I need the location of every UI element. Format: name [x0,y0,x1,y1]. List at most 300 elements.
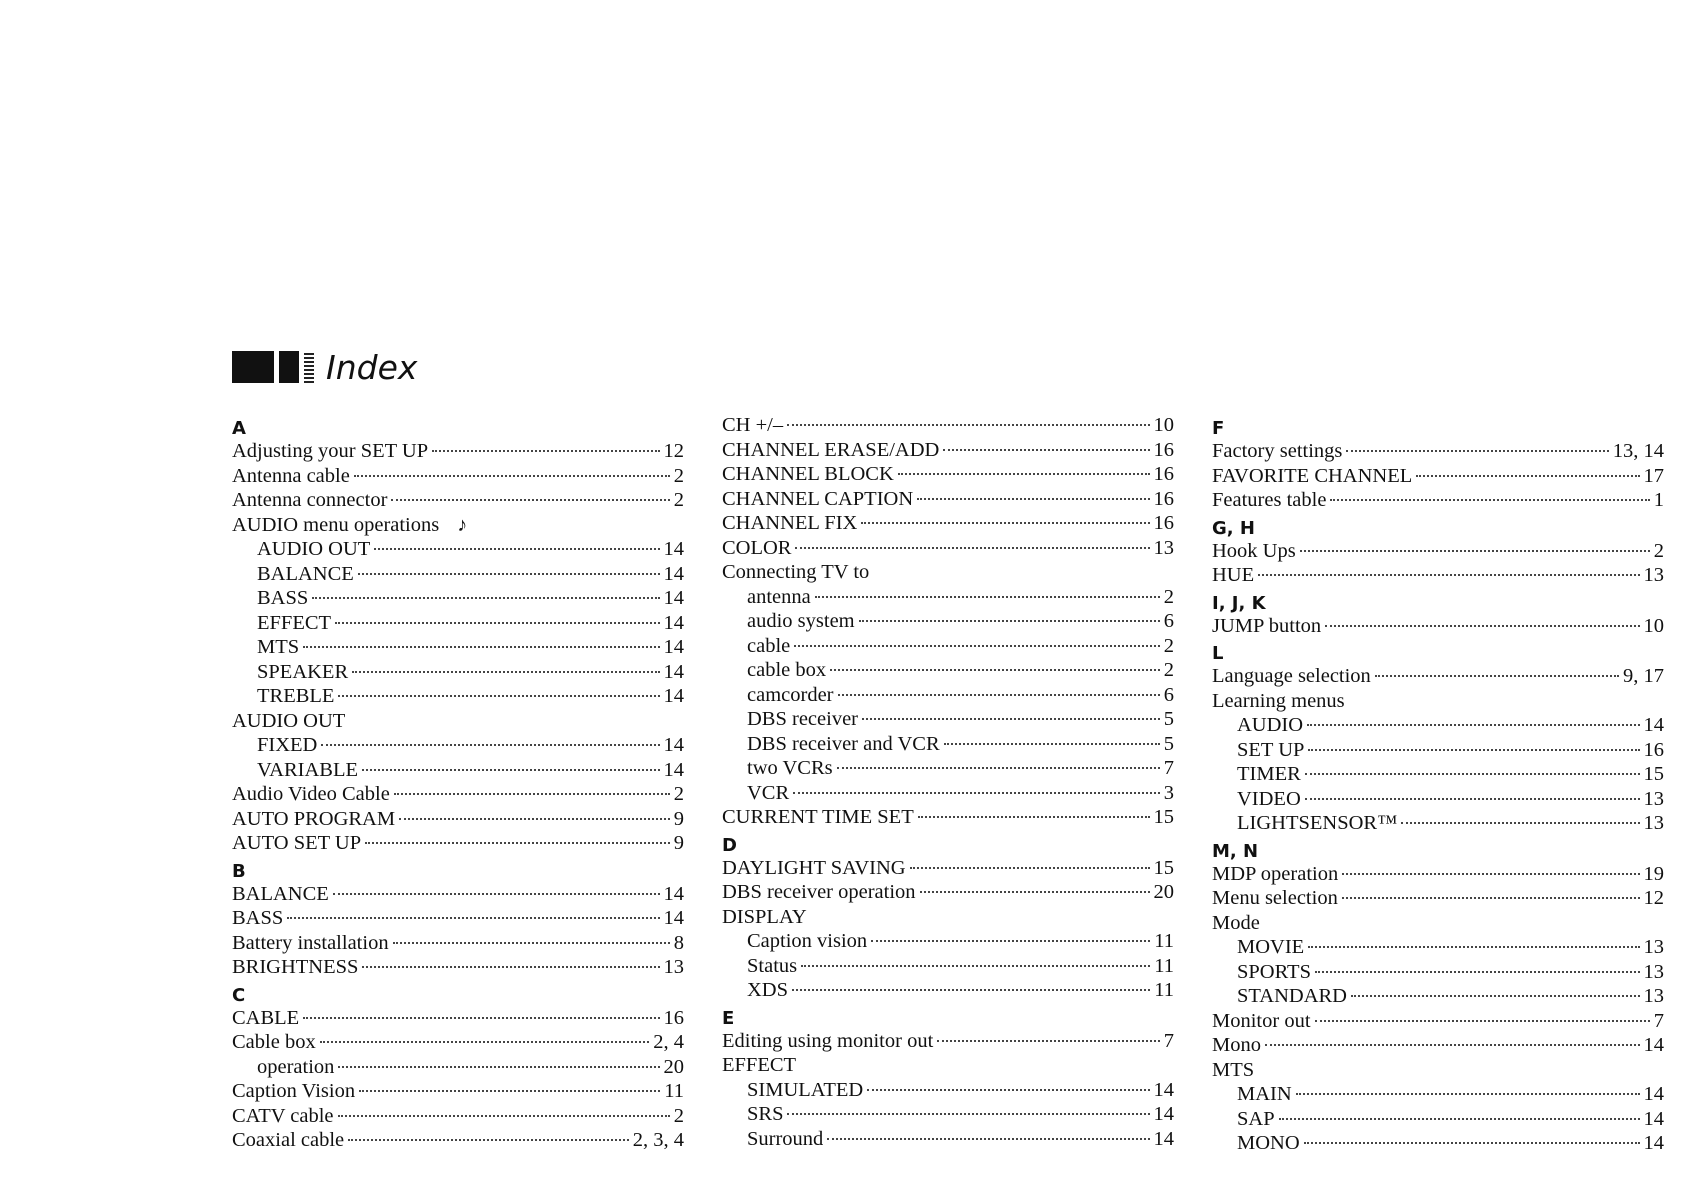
leader-dots [1308,946,1639,948]
index-term: DBS receiver [747,708,858,730]
index-column-3 [1212,414,1664,1157]
page-number: 13 [1643,960,1664,983]
page-number: 14 [663,538,684,560]
section-letter: C [232,984,246,1006]
index-term: AUDIO menu operations [232,513,440,536]
index-term: BALANCE [232,882,329,905]
index-term: BRIGHTNESS [232,956,359,978]
page-number: 14 [1643,1083,1664,1105]
section-letter: D [722,834,737,856]
index-entry [1212,1083,1664,1108]
page-number: 9 [673,807,684,830]
page-number: 13, 14 [1612,440,1664,462]
index-entry [232,465,684,490]
index-term: FAVORITE CHANNEL [1212,464,1413,487]
leader-dots [1308,749,1639,751]
index-entry [1212,763,1664,788]
index-term: MAIN [1237,1083,1292,1105]
section-letter: L [1212,643,1224,664]
index-term: Mono [1212,1034,1261,1056]
leader-dots [1401,822,1639,824]
page-number: 15 [1153,806,1174,828]
leader-dots [1325,625,1639,627]
page-number: 17 [1643,464,1664,487]
index-term: TIMER [1237,763,1301,785]
index-term: camcorder [747,683,834,706]
leader-dots [830,669,1160,671]
leader-dots [838,694,1160,696]
leader-dots [338,695,659,697]
index-entry [232,587,684,612]
index-entry [1212,714,1664,739]
leader-dots [898,473,1150,475]
index-entry [1212,615,1664,640]
leader-dots [787,424,1149,426]
index-term: CATV cable [232,1104,334,1127]
index-entry [722,906,1174,931]
index-entry [722,1128,1174,1153]
index-term: SPEAKER [257,660,349,683]
leader-dots [1351,995,1640,997]
leader-dots [862,718,1160,720]
leader-dots [920,891,1150,893]
index-entry [232,1031,684,1056]
page-number: 16 [1153,487,1174,510]
index-entry [232,734,684,759]
index-term: Status [747,954,798,977]
leader-dots [391,499,669,501]
leader-dots [287,917,659,919]
page-number: 14 [1153,1127,1174,1150]
index-entry [722,979,1174,1004]
index-term: CH +/– [722,414,784,436]
page-number: 14 [663,907,684,929]
index-entry [1212,788,1664,813]
index-term: Factory settings [1212,440,1343,462]
index-entry [1212,985,1664,1010]
page-number: 6 [1163,683,1174,706]
index-term: COLOR [722,536,792,559]
index-term: AUDIO OUT [232,709,346,732]
index-term: Caption vision [747,930,868,952]
index-term: VARIABLE [257,758,358,781]
index-entry [1212,489,1664,514]
index-entry [1212,540,1664,565]
leader-dots [338,1066,659,1068]
page-number: 19 [1643,862,1664,885]
page-number: 14 [1643,1034,1664,1056]
index-term: cable [747,634,791,657]
index-entry [722,659,1174,684]
page-number: 14 [663,562,684,585]
index-entry [1212,961,1664,986]
index-entry [232,1007,684,1032]
leader-dots [861,522,1149,524]
index-entry [722,488,1174,513]
leader-dots [794,645,1160,647]
index-entry [232,1080,684,1105]
page-number: 10 [1153,414,1174,436]
page-number: 2 [673,464,684,487]
index-term: CHANNEL BLOCK [722,463,894,485]
page-number: 13 [1153,536,1174,559]
page-number: 20 [1153,881,1174,903]
page-number: 14 [1643,714,1664,736]
index-term: Adjusting your SET UP [232,440,429,462]
music-note-icon: ♪ [457,513,468,536]
leader-dots [338,1115,670,1117]
page-number: 7 [1653,1009,1664,1032]
page-number: 6 [1163,610,1174,632]
section-letter: G, H [1212,517,1255,539]
index-entry [232,956,684,981]
page-number: 16 [1643,738,1664,761]
leader-dots [795,547,1149,549]
index-term: Surround [747,1127,824,1150]
page-number: 14 [663,685,684,707]
page-number: 2, 3, 4 [632,1129,684,1151]
leader-dots [918,816,1150,818]
index-entry [722,1054,1174,1079]
index-term: FIXED [257,734,318,756]
header-bars-decoration [232,351,314,383]
header-bar-medium [279,351,299,383]
page-number: 2 [673,1104,684,1127]
index-term: Connecting TV to [722,561,870,583]
page-number: 12 [1643,887,1664,909]
page-number: 5 [1163,708,1174,730]
index-term: two VCRs [747,757,833,779]
page-number: 14 [663,734,684,756]
page-number: 20 [663,1055,684,1078]
leader-dots [321,744,659,746]
page-number: 15 [1643,763,1664,785]
index-term: Mode [1212,911,1260,934]
page-title: Index [326,347,418,387]
section-letter: F [1212,418,1225,439]
index-entry [232,883,684,908]
leader-dots [399,818,670,820]
index-entry [232,907,684,932]
index-entry [1212,1034,1664,1059]
page-number: 1 [1653,489,1664,511]
index-entry [1212,1108,1664,1133]
leader-dots [359,1090,660,1092]
index-entry [722,881,1174,906]
leader-dots [944,743,1160,745]
page-number: 8 [673,931,684,954]
index-entry [1212,690,1664,715]
index-term: audio system [747,610,855,632]
index-term: MTS [1212,1058,1255,1081]
page-number: 9 [673,832,684,854]
index-entry [722,857,1174,882]
index-entry [232,710,684,735]
page-number: 2, 4 [653,1031,684,1053]
leader-dots [348,1139,629,1141]
leader-dots [1304,1142,1640,1144]
index-entry [1212,665,1664,690]
index-entry [722,512,1174,537]
index-entry [232,832,684,857]
index-term: Menu selection [1212,887,1338,909]
leader-dots [362,769,660,771]
page-number: 11 [664,1080,684,1102]
index-term: CHANNEL ERASE/ADD [722,438,940,461]
index-entry [232,685,684,710]
index-term: MDP operation [1212,862,1339,885]
index-term: BASS [257,587,309,609]
index-entry [232,783,684,808]
leader-dots [917,498,1149,500]
index-entry [722,463,1174,488]
index-term: HUE [1212,564,1255,586]
index-term: SIMULATED [747,1078,864,1101]
leader-dots [1300,550,1650,552]
page-number: 14 [663,611,684,634]
section-letter: I, J, K [1212,592,1266,614]
index-term: Hook Ups [1212,539,1296,562]
page-number: 11 [1154,979,1174,1001]
section-letter: M, N [1212,840,1259,862]
index-entry [1212,564,1664,589]
page-number: 2 [1163,634,1174,657]
index-term: Cable box [232,1031,316,1053]
index-entry [1212,1010,1664,1035]
index-entry [722,1079,1174,1104]
index-term: Antenna connector [232,489,388,511]
leader-dots [374,548,659,550]
page-number: 2 [673,783,684,805]
leader-dots [867,1089,1149,1091]
leader-dots [335,622,659,624]
index-term: CURRENT TIME SET [722,806,914,828]
page-number: 14 [663,587,684,609]
index-entry [232,612,684,637]
page-number: 14 [1643,1132,1664,1154]
index-term: Coaxial cable [232,1129,345,1151]
index-term: MOVIE [1237,936,1305,958]
index-term: Battery installation [232,931,389,954]
leader-dots [320,1041,650,1043]
index-entry [232,808,684,833]
index-entry [232,1105,684,1130]
index-term: EFFECT [722,1054,797,1076]
index-term: DAYLIGHT SAVING [722,856,906,879]
leader-dots [801,965,1150,967]
index-term: AUDIO OUT [257,538,371,560]
index-entry [722,733,1174,758]
index-term: Audio Video Cable [232,783,390,805]
index-term: DISPLAY [722,905,807,928]
index-term: MONO [1237,1132,1300,1154]
page-number: 13 [1643,812,1664,834]
index-term: Editing using monitor out [722,1029,934,1052]
page-header [232,344,417,390]
page-number: 14 [1643,1107,1664,1130]
leader-dots [1265,1044,1640,1046]
index-term: antenna [747,585,811,608]
page-number: 13 [1643,787,1664,810]
leader-dots [792,989,1150,991]
index-entry [722,955,1174,980]
page-number: 7 [1163,1029,1174,1052]
leader-dots [859,620,1160,622]
page-number: 14 [1153,1078,1174,1101]
index-entry [232,514,684,539]
page-number: 12 [663,440,684,462]
index-term: JUMP button [1212,614,1322,637]
index-column-2 [722,414,1174,1152]
leader-dots [393,942,670,944]
section-letter: B [232,860,246,882]
page-number: 16 [1153,438,1174,461]
leader-dots [303,646,659,648]
leader-dots [354,475,670,477]
leader-dots [815,596,1160,598]
leader-dots [1342,897,1640,899]
index-term: VCR [747,781,790,804]
page-number: 14 [1153,1103,1174,1125]
index-entry [722,708,1174,733]
index-term: MTS [257,636,300,658]
index-entry [232,759,684,784]
page-number: 15 [1153,856,1174,879]
page-number: 16 [1153,463,1174,485]
index-term: SAP [1237,1107,1275,1130]
index-entry [1212,863,1664,888]
index-entry [722,561,1174,586]
leader-dots [937,1040,1159,1042]
index-entry [722,586,1174,611]
page-number: 13 [1643,564,1664,586]
page-number: 13 [1643,936,1664,958]
index-column-1 [232,414,684,1154]
index-term: STANDARD [1237,985,1347,1007]
index-term: cable box [747,659,827,681]
index-term: BASS [232,907,284,929]
index-term: BALANCE [257,562,354,585]
index-entry [232,932,684,957]
page-number: 16 [663,1006,684,1029]
page-number: 13 [1643,985,1664,1007]
leader-dots [1315,971,1640,973]
index-term: AUTO PROGRAM [232,807,396,830]
header-bar-small [304,351,314,383]
index-term: Learning menus [1212,689,1345,712]
index-entry [1212,912,1664,937]
leader-dots [943,449,1149,451]
leader-dots [1315,1020,1650,1022]
index-term: EFFECT [257,611,332,634]
page-number: 7 [1163,757,1174,779]
index-entry [232,636,684,661]
index-term: SET UP [1237,738,1305,761]
section-letter: A [232,418,246,439]
index-entry [722,537,1174,562]
leader-dots [352,671,659,673]
index-entry [722,1030,1174,1055]
index-term: XDS [747,979,789,1001]
index-entry [232,661,684,686]
leader-dots [394,793,670,795]
index-term: Antenna cable [232,464,350,487]
page-number: 2 [1653,539,1664,562]
page-number: 2 [1163,585,1174,608]
index-term: DBS receiver operation [722,881,916,903]
leader-dots [1375,675,1619,677]
index-term: AUDIO [1237,714,1304,736]
page-number: 11 [1154,954,1174,977]
index-entry [232,440,684,465]
index-term: Caption Vision [232,1080,356,1102]
leader-dots [333,893,660,895]
leader-dots [1346,450,1608,452]
leader-dots [787,1113,1149,1115]
page-number: 5 [1163,732,1174,755]
index-entry [1212,812,1664,837]
index-entry [722,610,1174,635]
page-number: 16 [1153,512,1174,534]
page-number: 11 [1154,930,1174,952]
index-term: Language selection [1212,665,1371,687]
leader-dots [303,1017,659,1019]
leader-dots [312,597,659,599]
leader-dots [1296,1093,1640,1095]
leader-dots [827,1138,1149,1140]
page-number: 2 [673,489,684,511]
page-number: 13 [663,956,684,978]
page-number: 9, 17 [1623,665,1664,687]
index-term: TREBLE [257,685,335,707]
index-entry [722,635,1174,660]
index-entry [722,757,1174,782]
leader-dots [793,792,1160,794]
index-term: operation [257,1055,335,1078]
index-term: CHANNEL FIX [722,512,858,534]
index-entry [722,806,1174,831]
index-term: SPORTS [1237,960,1311,983]
index-entry [722,439,1174,464]
leader-dots [1416,475,1639,477]
leader-dots [1279,1118,1640,1120]
leader-dots [362,966,659,968]
index-term: VIDEO [1237,787,1301,810]
index-term: Features table [1212,489,1327,511]
leader-dots [837,767,1160,769]
index-term: CHANNEL CAPTION [722,487,914,510]
index-term: DBS receiver and VCR [747,732,940,755]
index-entry [722,1103,1174,1128]
page-number: 14 [663,882,684,905]
leader-dots [358,573,660,575]
leader-dots [1258,574,1639,576]
leader-dots [1305,798,1640,800]
index-entry [1212,465,1664,490]
leader-dots [1342,873,1639,875]
index-entry [1212,936,1664,961]
leader-dots [1307,724,1639,726]
leader-dots [910,867,1150,869]
index-entry [232,538,684,563]
page-number: 14 [663,636,684,658]
leader-dots [1305,773,1640,775]
index-term: AUTO SET UP [232,832,362,854]
index-term: Monitor out [1212,1009,1311,1032]
leader-dots [365,842,670,844]
header-bar-large [232,351,274,383]
index-entry [1212,1059,1664,1084]
